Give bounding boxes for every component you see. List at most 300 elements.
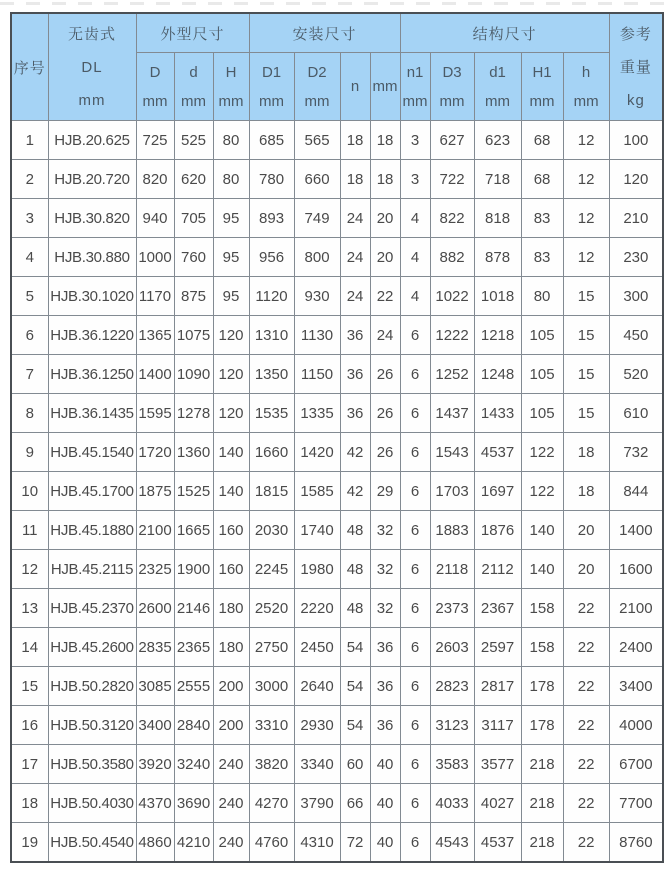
cell: 6 <box>400 706 430 745</box>
cell: 32 <box>370 550 400 589</box>
unit-label: mm <box>402 92 428 110</box>
cell: 3790 <box>294 784 340 823</box>
cell: HJB.36.1435 <box>48 394 136 433</box>
cell: HJB.30.1020 <box>48 277 136 316</box>
cell: 122 <box>521 472 563 511</box>
cell: 3400 <box>136 706 174 745</box>
cell: 3 <box>400 160 430 199</box>
cell: 140 <box>213 433 249 472</box>
cell: 1335 <box>294 394 340 433</box>
subheader-h <box>563 53 609 121</box>
cell: 95 <box>213 277 249 316</box>
cell: 4027 <box>474 784 521 823</box>
cell: 105 <box>521 316 563 355</box>
cell: 2555 <box>174 667 213 706</box>
cell: 2840 <box>174 706 213 745</box>
cell: 1400 <box>136 355 174 394</box>
cell: 6 <box>400 511 430 550</box>
cell: HJB.45.2370 <box>48 589 136 628</box>
table-row <box>11 277 663 316</box>
unit-label: mm <box>529 92 555 110</box>
cell: 68 <box>521 121 563 160</box>
cell: 230 <box>609 238 663 277</box>
cell: 1433 <box>474 394 521 433</box>
cell: 8760 <box>609 823 663 863</box>
cell: 1900 <box>174 550 213 589</box>
cell: HJB.45.1540 <box>48 433 136 472</box>
table-row <box>11 394 663 433</box>
table-row <box>11 667 663 706</box>
cell: 610 <box>609 394 663 433</box>
cell: 725 <box>136 121 174 160</box>
cell: 2325 <box>136 550 174 589</box>
subheader-d1 <box>474 53 521 121</box>
cell: 722 <box>430 160 474 199</box>
cell: 2450 <box>294 628 340 667</box>
cell: 1740 <box>294 511 340 550</box>
cell: 1525 <box>174 472 213 511</box>
cell: 15 <box>563 394 609 433</box>
cell: 1130 <box>294 316 340 355</box>
cell: 218 <box>521 784 563 823</box>
cell: 6 <box>400 316 430 355</box>
cell: 105 <box>521 355 563 394</box>
cell: 2 <box>11 160 48 199</box>
cell: 685 <box>249 121 294 160</box>
subheader-n <box>340 53 370 121</box>
cell: 100 <box>609 121 663 160</box>
cell: 36 <box>370 628 400 667</box>
cell: 7 <box>11 355 48 394</box>
cell: 6 <box>400 550 430 589</box>
table-row <box>11 121 663 160</box>
cell: 40 <box>370 745 400 784</box>
symbol-label: d1 <box>489 63 506 81</box>
cell: 17 <box>11 745 48 784</box>
cell: HJB.30.880 <box>48 238 136 277</box>
gearless-slewing-bearing-spec-table <box>10 12 664 863</box>
cell: 12 <box>11 550 48 589</box>
header-serial: 序号 <box>11 13 48 121</box>
cell: 80 <box>521 277 563 316</box>
cell: 2146 <box>174 589 213 628</box>
cell: 18 <box>370 121 400 160</box>
header-group-outline-dims: 外型尺寸 <box>136 13 249 53</box>
symbol-label: h <box>581 63 591 81</box>
symbol-label: D3 <box>442 63 462 81</box>
cell: 12 <box>563 238 609 277</box>
cell: 160 <box>213 511 249 550</box>
cell: 1437 <box>430 394 474 433</box>
unit-label: mm <box>218 92 244 110</box>
unit-label: mm <box>304 92 330 110</box>
cell: 4370 <box>136 784 174 823</box>
table-row <box>11 160 663 199</box>
cell: 1660 <box>249 433 294 472</box>
subheader-H <box>213 53 249 121</box>
cell: 32 <box>370 511 400 550</box>
cell: 18 <box>340 121 370 160</box>
cell: 12 <box>563 199 609 238</box>
cell: HJB.50.4540 <box>48 823 136 863</box>
cell: 2367 <box>474 589 521 628</box>
cell: 20 <box>563 550 609 589</box>
cell: 158 <box>521 628 563 667</box>
table-body <box>11 121 663 863</box>
cell: 240 <box>213 784 249 823</box>
cell: 1150 <box>294 355 340 394</box>
header-group-mounting-dims: 安装尺寸 <box>249 13 400 53</box>
cell: 36 <box>340 355 370 394</box>
cell: 178 <box>521 667 563 706</box>
cell: 22 <box>370 277 400 316</box>
cell: 140 <box>213 472 249 511</box>
cell: 4270 <box>249 784 294 823</box>
cell: HJB.20.625 <box>48 121 136 160</box>
cell: 2520 <box>249 589 294 628</box>
cell: 1600 <box>609 550 663 589</box>
cell: 1170 <box>136 277 174 316</box>
cell: 1665 <box>174 511 213 550</box>
cell: 1595 <box>136 394 174 433</box>
unit-label: mm <box>439 92 465 110</box>
cell: 780 <box>249 160 294 199</box>
cell: 240 <box>213 823 249 863</box>
cell: 732 <box>609 433 663 472</box>
table-row <box>11 316 663 355</box>
cell: 4210 <box>174 823 213 863</box>
cell: HJB.36.1220 <box>48 316 136 355</box>
cell: 9 <box>11 433 48 472</box>
cell: 5 <box>11 277 48 316</box>
cell: 22 <box>563 628 609 667</box>
cell: 822 <box>430 199 474 238</box>
cell: HJB.45.1700 <box>48 472 136 511</box>
cell: 15 <box>563 355 609 394</box>
cell: 2220 <box>294 589 340 628</box>
cell: 1350 <box>249 355 294 394</box>
symbol-label: D <box>149 63 161 81</box>
cell: 36 <box>340 316 370 355</box>
cell: 3000 <box>249 667 294 706</box>
cell: 749 <box>294 199 340 238</box>
cell: 66 <box>340 784 370 823</box>
cell: 160 <box>213 550 249 589</box>
cell: 844 <box>609 472 663 511</box>
cell: 95 <box>213 199 249 238</box>
unit-label: mm <box>181 92 206 110</box>
cell: 29 <box>370 472 400 511</box>
cell: 6 <box>400 667 430 706</box>
cell: 48 <box>340 589 370 628</box>
cell: 2365 <box>174 628 213 667</box>
cell: 3123 <box>430 706 474 745</box>
cell: 3117 <box>474 706 521 745</box>
cell: 1720 <box>136 433 174 472</box>
cell: 1400 <box>609 511 663 550</box>
cell: 20 <box>370 238 400 277</box>
unit-label: mm <box>259 92 285 110</box>
symbol-label: n <box>350 78 360 95</box>
cell: 1883 <box>430 511 474 550</box>
cell: 2100 <box>136 511 174 550</box>
cell: 1022 <box>430 277 474 316</box>
cell: 200 <box>213 667 249 706</box>
cell: 1876 <box>474 511 521 550</box>
cell: 83 <box>521 199 563 238</box>
header-weight-line3: kg <box>626 91 645 109</box>
table-row <box>11 472 663 511</box>
unit-label: mm <box>573 92 599 110</box>
cell: 32 <box>370 589 400 628</box>
cell: 6 <box>400 472 430 511</box>
cell: 19 <box>11 823 48 863</box>
cell: 48 <box>340 550 370 589</box>
symbol-label: n1 <box>406 63 424 81</box>
cell: 40 <box>370 784 400 823</box>
cell: 1075 <box>174 316 213 355</box>
cell: HJB.20.720 <box>48 160 136 199</box>
cell: 4 <box>400 238 430 277</box>
cell: 2400 <box>609 628 663 667</box>
cell: 3820 <box>249 745 294 784</box>
cell: 3085 <box>136 667 174 706</box>
cell: 3 <box>11 199 48 238</box>
subheader-d <box>174 53 213 121</box>
cell: 2600 <box>136 589 174 628</box>
cell: 8 <box>11 394 48 433</box>
table-row <box>11 199 663 238</box>
cell: 24 <box>370 316 400 355</box>
cell: 2118 <box>430 550 474 589</box>
cell: 54 <box>340 628 370 667</box>
cell: 956 <box>249 238 294 277</box>
cell: 24 <box>340 199 370 238</box>
cell: 22 <box>563 784 609 823</box>
cell: 42 <box>340 433 370 472</box>
cell: 620 <box>174 160 213 199</box>
cell: 120 <box>213 355 249 394</box>
cell: 2112 <box>474 550 521 589</box>
table-row <box>11 550 663 589</box>
subheader-D3 <box>430 53 474 121</box>
cell: 6 <box>400 355 430 394</box>
cell: 20 <box>370 199 400 238</box>
cell: 1535 <box>249 394 294 433</box>
cell: 36 <box>340 394 370 433</box>
cell: 1420 <box>294 433 340 472</box>
cell: 12 <box>563 121 609 160</box>
cell: 15 <box>563 316 609 355</box>
header-model-line2: DL <box>81 58 103 76</box>
cell: 565 <box>294 121 340 160</box>
cell: 36 <box>370 706 400 745</box>
cell: 18 <box>370 160 400 199</box>
cell: 1365 <box>136 316 174 355</box>
cell: 15 <box>11 667 48 706</box>
cell: 2640 <box>294 667 340 706</box>
cell: 4310 <box>294 823 340 863</box>
symbol-label: D2 <box>307 63 327 81</box>
cell: HJB.50.3120 <box>48 706 136 745</box>
cell: 105 <box>521 394 563 433</box>
cell: 22 <box>563 823 609 863</box>
cell: 1018 <box>474 277 521 316</box>
cell: 4543 <box>430 823 474 863</box>
cell: 1278 <box>174 394 213 433</box>
cell: 4000 <box>609 706 663 745</box>
cell: 760 <box>174 238 213 277</box>
cell: HJB.36.1250 <box>48 355 136 394</box>
header-group-structure-dims: 结构尺寸 <box>400 13 609 53</box>
table-row <box>11 745 663 784</box>
cell: 4760 <box>249 823 294 863</box>
cell: 2817 <box>474 667 521 706</box>
cell: 1360 <box>174 433 213 472</box>
cell: 120 <box>213 394 249 433</box>
subheader-D <box>136 53 174 121</box>
cell: 12 <box>563 160 609 199</box>
subheader-n1 <box>400 53 430 121</box>
table-row <box>11 628 663 667</box>
cell: 718 <box>474 160 521 199</box>
symbol-label: H <box>225 63 237 81</box>
cell: 4860 <box>136 823 174 863</box>
cell: 3340 <box>294 745 340 784</box>
symbol-label: d <box>189 63 198 81</box>
table-header <box>11 13 663 121</box>
cell: 882 <box>430 238 474 277</box>
cell: 1120 <box>249 277 294 316</box>
cell: HJB.30.820 <box>48 199 136 238</box>
cell: 878 <box>474 238 521 277</box>
cell: 16 <box>11 706 48 745</box>
cell: 4537 <box>474 433 521 472</box>
cell: 2030 <box>249 511 294 550</box>
cell: 6 <box>400 823 430 863</box>
cell: 6 <box>400 628 430 667</box>
cell: 20 <box>563 511 609 550</box>
cell: 4 <box>400 199 430 238</box>
cell: 1000 <box>136 238 174 277</box>
cell: 800 <box>294 238 340 277</box>
cell: 3920 <box>136 745 174 784</box>
cell: 1980 <box>294 550 340 589</box>
cell: 40 <box>370 823 400 863</box>
cell: 525 <box>174 121 213 160</box>
cell: 1875 <box>136 472 174 511</box>
cell: 24 <box>340 277 370 316</box>
symbol-label: H1 <box>532 63 552 81</box>
cell: 54 <box>340 667 370 706</box>
cell: HJB.50.3580 <box>48 745 136 784</box>
cell: 22 <box>563 745 609 784</box>
symbol-label: D1 <box>261 63 282 81</box>
header-model-line3: mm <box>78 91 106 109</box>
cell: 660 <box>294 160 340 199</box>
cell: 80 <box>213 121 249 160</box>
cell: 22 <box>563 667 609 706</box>
cell: 2373 <box>430 589 474 628</box>
cell: 3400 <box>609 667 663 706</box>
cell: 10 <box>11 472 48 511</box>
subheader-H1 <box>521 53 563 121</box>
cell: 3 <box>400 121 430 160</box>
cell: 4033 <box>430 784 474 823</box>
cell: 120 <box>609 160 663 199</box>
cell: 1222 <box>430 316 474 355</box>
cell: HJB.45.2600 <box>48 628 136 667</box>
cell: 1815 <box>249 472 294 511</box>
cell: 80 <box>213 160 249 199</box>
cell: 705 <box>174 199 213 238</box>
cell: 3310 <box>249 706 294 745</box>
cell: 1218 <box>474 316 521 355</box>
cell: 930 <box>294 277 340 316</box>
cell: 300 <box>609 277 663 316</box>
cell: 68 <box>521 160 563 199</box>
cell: 22 <box>563 706 609 745</box>
cell: 36 <box>370 667 400 706</box>
cell: 240 <box>213 745 249 784</box>
cell: 178 <box>521 706 563 745</box>
cell: 520 <box>609 355 663 394</box>
cell: 1703 <box>430 472 474 511</box>
header-model <box>48 13 136 121</box>
cell: 200 <box>213 706 249 745</box>
cell: 623 <box>474 121 521 160</box>
table-row <box>11 823 663 863</box>
cell: 818 <box>474 199 521 238</box>
cell: 2245 <box>249 550 294 589</box>
cell: 14 <box>11 628 48 667</box>
cell: 11 <box>11 511 48 550</box>
cell: 24 <box>340 238 370 277</box>
cell: 83 <box>521 238 563 277</box>
table-row <box>11 355 663 394</box>
cell: 4537 <box>474 823 521 863</box>
cell: 6 <box>11 316 48 355</box>
cell: 1 <box>11 121 48 160</box>
cell: 15 <box>563 277 609 316</box>
cell: 6 <box>400 784 430 823</box>
table-row <box>11 706 663 745</box>
cell: 2603 <box>430 628 474 667</box>
header-group-row <box>11 13 663 53</box>
cell: 6700 <box>609 745 663 784</box>
cell: 26 <box>370 433 400 472</box>
subheader-mm <box>370 53 400 121</box>
subheader-D1 <box>249 53 294 121</box>
cell: 1310 <box>249 316 294 355</box>
cell: 42 <box>340 472 370 511</box>
header-model-line1: 无齿式 <box>67 25 116 43</box>
cell: HJB.45.2115 <box>48 550 136 589</box>
top-edge-artifact <box>0 2 672 5</box>
cell: 18 <box>563 472 609 511</box>
table-row <box>11 433 663 472</box>
table-row <box>11 511 663 550</box>
cell: 95 <box>213 238 249 277</box>
cell: 627 <box>430 121 474 160</box>
cell: 4 <box>400 277 430 316</box>
cell: 2930 <box>294 706 340 745</box>
unit-label: mm <box>142 92 168 110</box>
cell: 6 <box>400 394 430 433</box>
cell: 180 <box>213 589 249 628</box>
cell: 6 <box>400 433 430 472</box>
cell: 3577 <box>474 745 521 784</box>
